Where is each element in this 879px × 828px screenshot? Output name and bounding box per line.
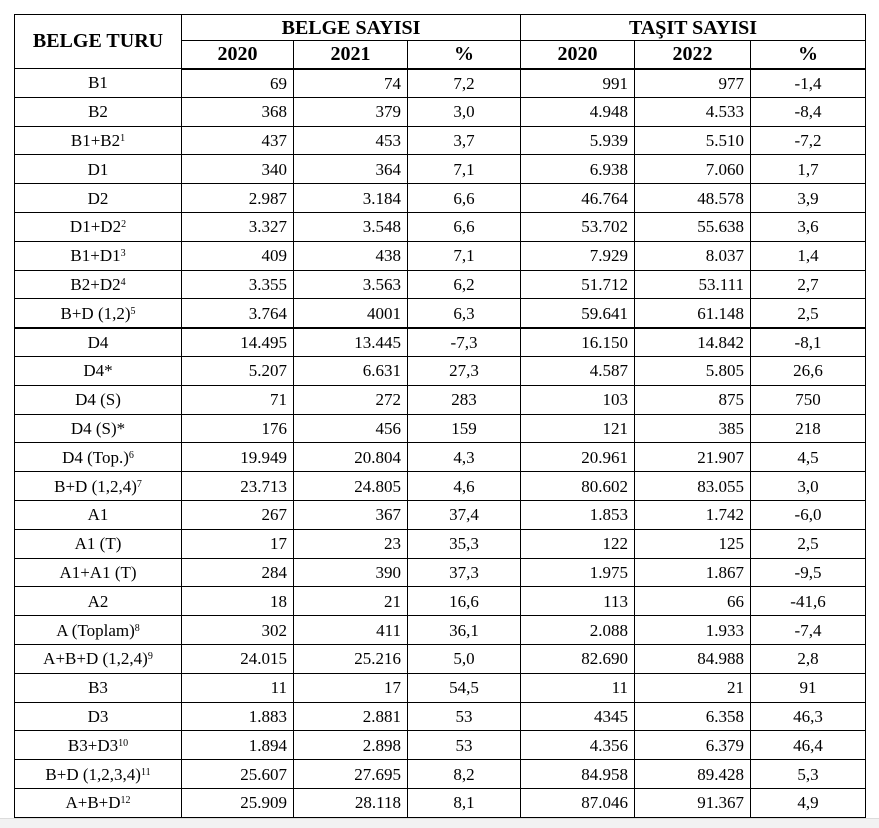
tasit-2022-cell: 6.379 — [635, 731, 751, 760]
belge-2020-cell: 3.355 — [182, 270, 294, 299]
tasit-percent-cell: 1,7 — [751, 155, 866, 184]
tasit-2020-cell: 11 — [521, 673, 635, 702]
table-row — [15, 788, 866, 817]
footnote-marker: 6 — [128, 449, 134, 461]
table-row — [15, 299, 866, 328]
tasit-2022-cell: 21 — [635, 673, 751, 702]
row-label-cell — [15, 587, 182, 616]
table-row — [15, 356, 866, 385]
table-row — [15, 472, 866, 501]
table-row — [15, 616, 866, 645]
belge-percent-cell: 4,3 — [408, 443, 521, 472]
belge-2020-cell: 2.987 — [182, 184, 294, 213]
belge-2020-cell: 302 — [182, 616, 294, 645]
row-label-cell — [15, 760, 182, 789]
tasit-2020-cell: 16.150 — [521, 328, 635, 357]
header-tasit-sayisi: TAŞIT SAYISI — [521, 15, 866, 41]
tasit-percent-cell: 1,4 — [751, 241, 866, 270]
table-row — [15, 558, 866, 587]
belge-percent-cell: 7,1 — [408, 155, 521, 184]
tasit-percent-cell: 750 — [751, 385, 866, 414]
row-label: B1 — [88, 73, 108, 93]
tasit-2022-cell: 5.510 — [635, 126, 751, 155]
row-label-cell — [15, 731, 182, 760]
row-label-cell — [15, 500, 182, 529]
tasit-2020-cell: 121 — [521, 414, 635, 443]
belge-2020-cell: 23.713 — [182, 472, 294, 501]
row-label-cell — [15, 241, 182, 270]
tasit-percent-cell: 3,9 — [751, 184, 866, 213]
belge-2021-cell: 23 — [294, 529, 408, 558]
row-label: B3 — [88, 678, 108, 698]
belge-2021-cell: 390 — [294, 558, 408, 587]
tasit-2022-cell: 21.907 — [635, 443, 751, 472]
tasit-2020-cell: 5.939 — [521, 126, 635, 155]
row-label-cell — [15, 328, 182, 357]
tasit-percent-cell: -1,4 — [751, 69, 866, 98]
tasit-2022-cell: 4.533 — [635, 97, 751, 126]
belge-2021-cell: 411 — [294, 616, 408, 645]
belge-2021-cell: 25.216 — [294, 644, 408, 673]
tasit-percent-cell: 5,3 — [751, 760, 866, 789]
belge-percent-cell: 37,4 — [408, 500, 521, 529]
tasit-2022-cell: 91.367 — [635, 788, 751, 817]
row-label: A+B+D (1,2,4) — [43, 649, 148, 669]
row-label-cell — [15, 184, 182, 213]
footnote-marker: 2 — [121, 219, 127, 231]
row-label-cell — [15, 529, 182, 558]
belge-2020-cell: 17 — [182, 529, 294, 558]
row-label-cell — [15, 212, 182, 241]
belge-percent-cell: 35,3 — [408, 529, 521, 558]
row-label: D4 (S)* — [70, 418, 126, 438]
belge-percent-cell: 7,2 — [408, 69, 521, 98]
tasit-2022-cell: 7.060 — [635, 155, 751, 184]
tasit-percent-cell: -8,1 — [751, 328, 866, 357]
row-label-cell — [15, 270, 182, 299]
tasit-percent-cell: 218 — [751, 414, 866, 443]
belge-2021-cell: 2.898 — [294, 731, 408, 760]
belge-percent-cell: 159 — [408, 414, 521, 443]
tasit-2020-cell: 991 — [521, 69, 635, 98]
belge-percent-cell: 3,7 — [408, 126, 521, 155]
tasit-2022-cell: 48.578 — [635, 184, 751, 213]
belge-2021-cell: 3.563 — [294, 270, 408, 299]
table-row — [15, 529, 866, 558]
header-g2-year-b: 2022 — [635, 41, 751, 69]
belge-2021-cell: 379 — [294, 97, 408, 126]
tasit-percent-cell: 46,4 — [751, 731, 866, 760]
footnote-marker: 12 — [120, 795, 131, 807]
row-label-cell — [15, 472, 182, 501]
tasit-2020-cell: 7.929 — [521, 241, 635, 270]
table-row — [15, 155, 866, 184]
belge-percent-cell: -7,3 — [408, 328, 521, 357]
tasit-2022-cell: 66 — [635, 587, 751, 616]
belge-percent-cell: 6,6 — [408, 212, 521, 241]
table-row — [15, 97, 866, 126]
belge-2020-cell: 25.909 — [182, 788, 294, 817]
tasit-2020-cell: 2.088 — [521, 616, 635, 645]
table-row — [15, 270, 866, 299]
belge-2021-cell: 74 — [294, 69, 408, 98]
row-label: D3 — [87, 706, 109, 726]
row-label: D1 — [87, 159, 109, 179]
tasit-2022-cell: 8.037 — [635, 241, 751, 270]
footnote-marker: 4 — [120, 276, 126, 288]
belge-2021-cell: 364 — [294, 155, 408, 184]
tasit-2020-cell: 4.587 — [521, 356, 635, 385]
belge-2020-cell: 1.883 — [182, 702, 294, 731]
row-label: D4 — [87, 332, 109, 352]
tasit-percent-cell: -8,4 — [751, 97, 866, 126]
belge-2020-cell: 5.207 — [182, 356, 294, 385]
belge-percent-cell: 36,1 — [408, 616, 521, 645]
header-g1-percent: % — [408, 41, 521, 69]
row-label-cell — [15, 788, 182, 817]
footnote-marker: 11 — [140, 766, 151, 778]
tasit-percent-cell: 91 — [751, 673, 866, 702]
belge-2020-cell: 437 — [182, 126, 294, 155]
row-label: B+D (1,2,3,4) — [45, 764, 141, 784]
table-row — [15, 443, 866, 472]
belge-2020-cell: 19.949 — [182, 443, 294, 472]
tasit-2022-cell: 875 — [635, 385, 751, 414]
table-row — [15, 414, 866, 443]
footnote-marker: 5 — [130, 305, 136, 317]
table-row — [15, 385, 866, 414]
header-g2-year-a: 2020 — [521, 41, 635, 69]
belge-2020-cell: 3.327 — [182, 212, 294, 241]
tasit-2022-cell: 53.111 — [635, 270, 751, 299]
row-label: A2 — [87, 591, 109, 611]
belge-2021-cell: 6.631 — [294, 356, 408, 385]
tasit-2020-cell: 20.961 — [521, 443, 635, 472]
header-g1-year-a: 2020 — [182, 41, 294, 69]
belge-2021-cell: 27.695 — [294, 760, 408, 789]
tasit-2020-cell: 122 — [521, 529, 635, 558]
row-label-cell — [15, 644, 182, 673]
belge-2020-cell: 18 — [182, 587, 294, 616]
belge-2021-cell: 3.184 — [294, 184, 408, 213]
table-row — [15, 731, 866, 760]
belge-percent-cell: 283 — [408, 385, 521, 414]
table-row — [15, 760, 866, 789]
footnote-marker: 3 — [120, 248, 126, 260]
document-table-container — [14, 14, 866, 818]
table-row — [15, 328, 866, 357]
tasit-2020-cell: 1.975 — [521, 558, 635, 587]
tasit-2020-cell: 51.712 — [521, 270, 635, 299]
row-label: A1+A1 (T) — [59, 562, 137, 582]
belge-percent-cell: 53 — [408, 702, 521, 731]
table-row — [15, 673, 866, 702]
row-label-cell — [15, 385, 182, 414]
belge-percent-cell: 37,3 — [408, 558, 521, 587]
belge-2021-cell: 28.118 — [294, 788, 408, 817]
row-label-cell — [15, 443, 182, 472]
tasit-2020-cell: 6.938 — [521, 155, 635, 184]
row-label: B2 — [88, 102, 108, 122]
permit-vehicle-table — [14, 14, 866, 818]
belge-2021-cell: 272 — [294, 385, 408, 414]
tasit-percent-cell: 2,5 — [751, 529, 866, 558]
table-body — [15, 69, 866, 818]
table-row — [15, 126, 866, 155]
row-label: D4* — [83, 361, 113, 381]
row-label: A (Toplam) — [56, 620, 135, 640]
tasit-2022-cell: 89.428 — [635, 760, 751, 789]
table-row — [15, 69, 866, 98]
tasit-2022-cell: 1.867 — [635, 558, 751, 587]
belge-2021-cell: 13.445 — [294, 328, 408, 357]
row-label: D1+D2 — [69, 217, 122, 237]
table-row — [15, 212, 866, 241]
tasit-2020-cell: 87.046 — [521, 788, 635, 817]
belge-percent-cell: 4,6 — [408, 472, 521, 501]
row-label: B+D (1,2) — [60, 303, 131, 323]
belge-2021-cell: 17 — [294, 673, 408, 702]
row-label-cell — [15, 97, 182, 126]
belge-2021-cell: 456 — [294, 414, 408, 443]
belge-2020-cell: 14.495 — [182, 328, 294, 357]
row-label-cell — [15, 558, 182, 587]
tasit-2022-cell: 385 — [635, 414, 751, 443]
tasit-2022-cell: 14.842 — [635, 328, 751, 357]
tasit-2020-cell: 80.602 — [521, 472, 635, 501]
belge-2021-cell: 2.881 — [294, 702, 408, 731]
row-label: A1 — [87, 505, 109, 525]
table-row — [15, 587, 866, 616]
tasit-percent-cell: -9,5 — [751, 558, 866, 587]
belge-percent-cell: 6,2 — [408, 270, 521, 299]
footnote-marker: 9 — [147, 651, 153, 663]
tasit-2020-cell: 4345 — [521, 702, 635, 731]
table-header — [15, 15, 866, 69]
belge-2021-cell: 4001 — [294, 299, 408, 328]
footnote-marker: 1 — [120, 132, 126, 144]
tasit-2022-cell: 977 — [635, 69, 751, 98]
header-g1-year-b: 2021 — [294, 41, 408, 69]
tasit-2022-cell: 125 — [635, 529, 751, 558]
belge-2021-cell: 24.805 — [294, 472, 408, 501]
tasit-percent-cell: 2,7 — [751, 270, 866, 299]
header-belge-sayisi: BELGE SAYISI — [182, 15, 521, 41]
belge-2021-cell: 453 — [294, 126, 408, 155]
belge-2020-cell: 1.894 — [182, 731, 294, 760]
tasit-2020-cell: 59.641 — [521, 299, 635, 328]
belge-percent-cell: 7,1 — [408, 241, 521, 270]
table-row — [15, 184, 866, 213]
belge-2020-cell: 3.764 — [182, 299, 294, 328]
tasit-2022-cell: 55.638 — [635, 212, 751, 241]
belge-percent-cell: 16,6 — [408, 587, 521, 616]
table-row — [15, 500, 866, 529]
tasit-2022-cell: 6.358 — [635, 702, 751, 731]
tasit-2020-cell: 46.764 — [521, 184, 635, 213]
tasit-percent-cell: 3,6 — [751, 212, 866, 241]
tasit-2020-cell: 103 — [521, 385, 635, 414]
belge-2020-cell: 340 — [182, 155, 294, 184]
tasit-2022-cell: 83.055 — [635, 472, 751, 501]
row-label-cell — [15, 356, 182, 385]
tasit-percent-cell: -41,6 — [751, 587, 866, 616]
tasit-percent-cell: 3,0 — [751, 472, 866, 501]
belge-percent-cell: 8,1 — [408, 788, 521, 817]
belge-2020-cell: 24.015 — [182, 644, 294, 673]
row-label-cell — [15, 616, 182, 645]
row-label: A+B+D — [65, 793, 121, 813]
belge-2020-cell: 25.607 — [182, 760, 294, 789]
belge-percent-cell: 5,0 — [408, 644, 521, 673]
footnote-marker: 10 — [118, 737, 129, 749]
row-label: B2+D2 — [70, 274, 121, 294]
row-label-cell — [15, 673, 182, 702]
tasit-2020-cell: 84.958 — [521, 760, 635, 789]
belge-2020-cell: 71 — [182, 385, 294, 414]
tasit-2020-cell: 113 — [521, 587, 635, 616]
row-label: B3+D3 — [67, 735, 119, 755]
tasit-2020-cell: 4.356 — [521, 731, 635, 760]
belge-2020-cell: 409 — [182, 241, 294, 270]
belge-percent-cell: 27,3 — [408, 356, 521, 385]
belge-2021-cell: 3.548 — [294, 212, 408, 241]
tasit-percent-cell: 2,8 — [751, 644, 866, 673]
row-label: B1+B2 — [70, 130, 121, 150]
footnote-marker: 8 — [134, 622, 140, 634]
belge-2020-cell: 11 — [182, 673, 294, 702]
tasit-2020-cell: 1.853 — [521, 500, 635, 529]
belge-2021-cell: 367 — [294, 500, 408, 529]
tasit-percent-cell: 4,9 — [751, 788, 866, 817]
row-label-cell — [15, 702, 182, 731]
belge-2021-cell: 20.804 — [294, 443, 408, 472]
belge-percent-cell: 53 — [408, 731, 521, 760]
tasit-percent-cell: -7,2 — [751, 126, 866, 155]
row-label-cell — [15, 126, 182, 155]
tasit-percent-cell: 26,6 — [751, 356, 866, 385]
belge-2020-cell: 267 — [182, 500, 294, 529]
table-row — [15, 644, 866, 673]
row-label-cell — [15, 414, 182, 443]
tasit-percent-cell: -7,4 — [751, 616, 866, 645]
row-label: D2 — [87, 188, 109, 208]
tasit-2022-cell: 84.988 — [635, 644, 751, 673]
belge-2020-cell: 176 — [182, 414, 294, 443]
tasit-percent-cell: 2,5 — [751, 299, 866, 328]
tasit-percent-cell: 4,5 — [751, 443, 866, 472]
belge-2020-cell: 284 — [182, 558, 294, 587]
row-label: B+D (1,2,4) — [54, 476, 137, 496]
tasit-percent-cell: 46,3 — [751, 702, 866, 731]
tasit-2020-cell: 82.690 — [521, 644, 635, 673]
row-label: A1 (T) — [74, 534, 122, 554]
tasit-2020-cell: 4.948 — [521, 97, 635, 126]
header-belge-turu: BELGE TURU — [15, 15, 182, 69]
belge-percent-cell: 8,2 — [408, 760, 521, 789]
belge-percent-cell: 54,5 — [408, 673, 521, 702]
belge-percent-cell: 6,3 — [408, 299, 521, 328]
tasit-percent-cell: -6,0 — [751, 500, 866, 529]
tasit-2020-cell: 53.702 — [521, 212, 635, 241]
row-label-cell — [15, 155, 182, 184]
row-label: B1+D1 — [70, 246, 121, 266]
row-label: D4 (Top.) — [62, 447, 129, 467]
belge-percent-cell: 6,6 — [408, 184, 521, 213]
tasit-2022-cell: 61.148 — [635, 299, 751, 328]
belge-2021-cell: 438 — [294, 241, 408, 270]
table-row — [15, 702, 866, 731]
belge-2021-cell: 21 — [294, 587, 408, 616]
row-label: D4 (S) — [75, 390, 121, 410]
header-g2-percent: % — [751, 41, 866, 69]
table-row — [15, 241, 866, 270]
tasit-2022-cell: 1.933 — [635, 616, 751, 645]
belge-2020-cell: 368 — [182, 97, 294, 126]
tasit-2022-cell: 5.805 — [635, 356, 751, 385]
row-label-cell — [15, 299, 182, 328]
tasit-2022-cell: 1.742 — [635, 500, 751, 529]
footnote-marker: 7 — [136, 478, 142, 490]
row-label-cell — [15, 69, 182, 98]
belge-percent-cell: 3,0 — [408, 97, 521, 126]
belge-2020-cell: 69 — [182, 69, 294, 98]
